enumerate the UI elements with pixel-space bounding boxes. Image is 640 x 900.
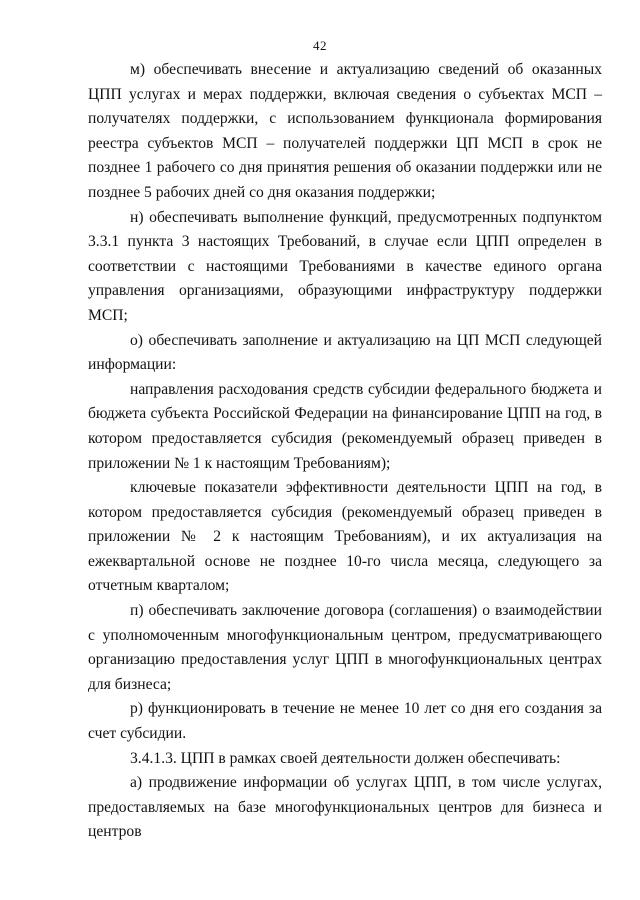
page-number: 42 <box>313 38 327 53</box>
paragraph-r: р) функционировать в течение не менее 10 лет со дня его создания за счет субсидии. <box>88 700 602 743</box>
paragraph-a: а) продвижение информации об услугах ЦПП, в том числе услугах, предоставляемых на базе многофункциональных центров для бизнеса и центров <box>88 774 602 841</box>
paragraph-o: о) обеспечивать заполнение и актуализацию на ЦП МСП следующей информации: <box>88 331 602 374</box>
paragraph-kpi: ключевые показатели эффективности деятельности ЦПП на год, в котором предоставляется субсидия (рекомендуемый образец приведен в приложении № 2 к настоящим Требованиям), и их актуализация на ежеквартальной основе не позднее 10-го числа месяца, следующего за отчетным кварталом; <box>88 479 602 595</box>
paragraph-subsidy-directions: направления расходования средств субсидии федерального бюджета и бюджета субъекта Российской Федерации на финансирование ЦПП на год, в котором предоставляется субсидия (рекомендуемый образец приведен в приложении № 1 к настоящим Требованиям); <box>88 380 602 472</box>
document-body <box>88 58 602 845</box>
paragraph-3-4-1-3: 3.4.1.3. ЦПП в рамках своей деятельности должен обеспечивать: <box>130 749 561 767</box>
paragraph-n: н) обеспечивать выполнение функций, предусмотренных подпунктом 3.3.1 пункта 3 настоящих Требований, в случае если ЦПП определен в соответствии с настоящими Требованиями в качестве единого органа управления организациями, образующими инфраструктуру поддержки МСП; <box>88 208 602 324</box>
paragraph-p: п) обеспечивать заключение договора (соглашения) о взаимодействии с уполномоченным многофункциональным центром, предусматривающего организацию предоставления услуг ЦПП в многофункциональных центрах для бизнеса; <box>88 602 602 693</box>
paragraph-m: м) обеспечивать внесение и актуализацию сведений об оказанных ЦПП услугах и мерах поддержки, включая сведения о субъектах МСП – получателях поддержки, с использованием функционала формирования реестра субъектов МСП – получателей поддержки ЦП МСП в срок не позднее 1 рабочего со дня принятия решения об оказании поддержки или не позднее 5 рабочих дней со дня оказания поддержки; <box>88 61 602 201</box>
